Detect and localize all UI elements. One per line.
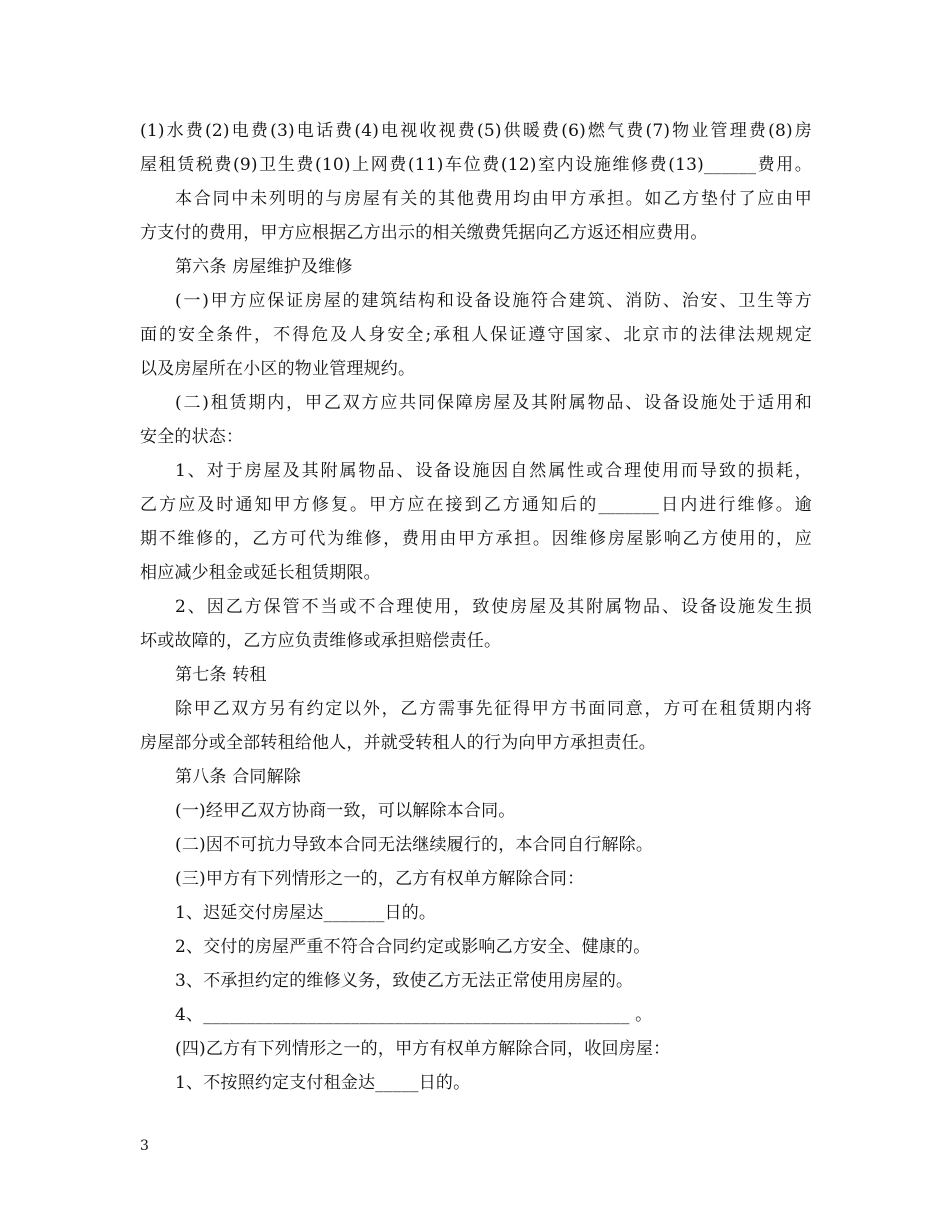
text-line: 除甲乙双方另有约定以外，乙方需事先征得甲方书面同意，方可在租赁期内将 [175,699,812,719]
text-line: (一)经甲乙双方协商一致，可以解除本合同。 [175,801,516,821]
text-line: (四)乙方有下列情形之一的，甲方有权单方解除合同，收回房屋： [175,1039,671,1059]
text-line: 1、迟延交付房屋达_______日的。 [175,903,437,923]
text-line: (1)水费(2)电费(3)电话费(4)电视收视费(5)供暖费(6)燃气费(7)物业管理费(8)房 [140,121,812,141]
text-line: 本合同中未列明的与房屋有关的其他费用均由甲方承担。如乙方垫付了应由甲 [175,189,812,209]
text-line: 4、_________________________________________________ 。 [175,1005,653,1025]
text-line: 面的安全条件，不得危及人身安全;承租人保证遵守国家、北京市的法律法规规定 [140,325,812,345]
text-line: (二)因不可抗力导致本合同无法继续履行的，本合同自行解除。 [175,835,654,855]
text-line: 2、因乙方保管不当或不合理使用，致使房屋及其附属物品、设备设施发生损 [175,597,812,617]
page-number: 3 [140,1138,149,1154]
text-line: 期不维修的，乙方可代为维修，费用由甲方承担。因维修房屋影响乙方使用的，应 [140,529,812,549]
document-body [140,114,812,1100]
text-line: 乙方应及时通知甲方修复。甲方应在接到乙方通知后的_______日内进行维修。逾 [140,495,812,515]
text-line: 房屋部分或全部转租给他人，并就受转租人的行为向甲方承担责任。 [140,733,656,753]
text-line: 3、不承担约定的维修义务，致使乙方无法正常使用房屋的。 [175,971,634,991]
text-line: 1、不按照约定支付租金达_____日的。 [175,1073,471,1093]
text-line: (二)租赁期内，甲乙双方应共同保障房屋及其附属物品、设备设施处于适用和 [175,393,812,413]
text-line: 安全的状态： [140,427,244,447]
text-line: 第八条 合同解除 [175,767,302,787]
text-line: (一)甲方应保证房屋的建筑结构和设备设施符合建筑、消防、治安、卫生等方 [175,291,812,311]
text-line: 第七条 转租 [175,665,267,685]
text-line: 以及房屋所在小区的物业管理规约。 [140,359,416,379]
text-line: 1、对于房屋及其附属物品、设备设施因自然属性或合理使用而导致的损耗， [175,461,812,481]
text-line: 屋租赁税费(9)卫生费(10)上网费(11)车位费(12)室内设施维修费(13)______费用。 [140,155,812,175]
text-line: 坏或故障的，乙方应负责维修或承担赔偿责任。 [140,631,502,651]
text-line: 第六条 房屋维护及维修 [175,257,353,277]
text-line: (三)甲方有下列情形之一的，乙方有权单方解除合同： [175,869,585,889]
text-line: 2、交付的房屋严重不符合合同约定或影响乙方安全、健康的。 [175,937,651,957]
text-line: 方支付的费用，甲方应根据乙方出示的相关缴费凭据向乙方返还相应费用。 [140,223,708,243]
text-line: 相应减少租金或延长租赁期限。 [140,563,381,583]
